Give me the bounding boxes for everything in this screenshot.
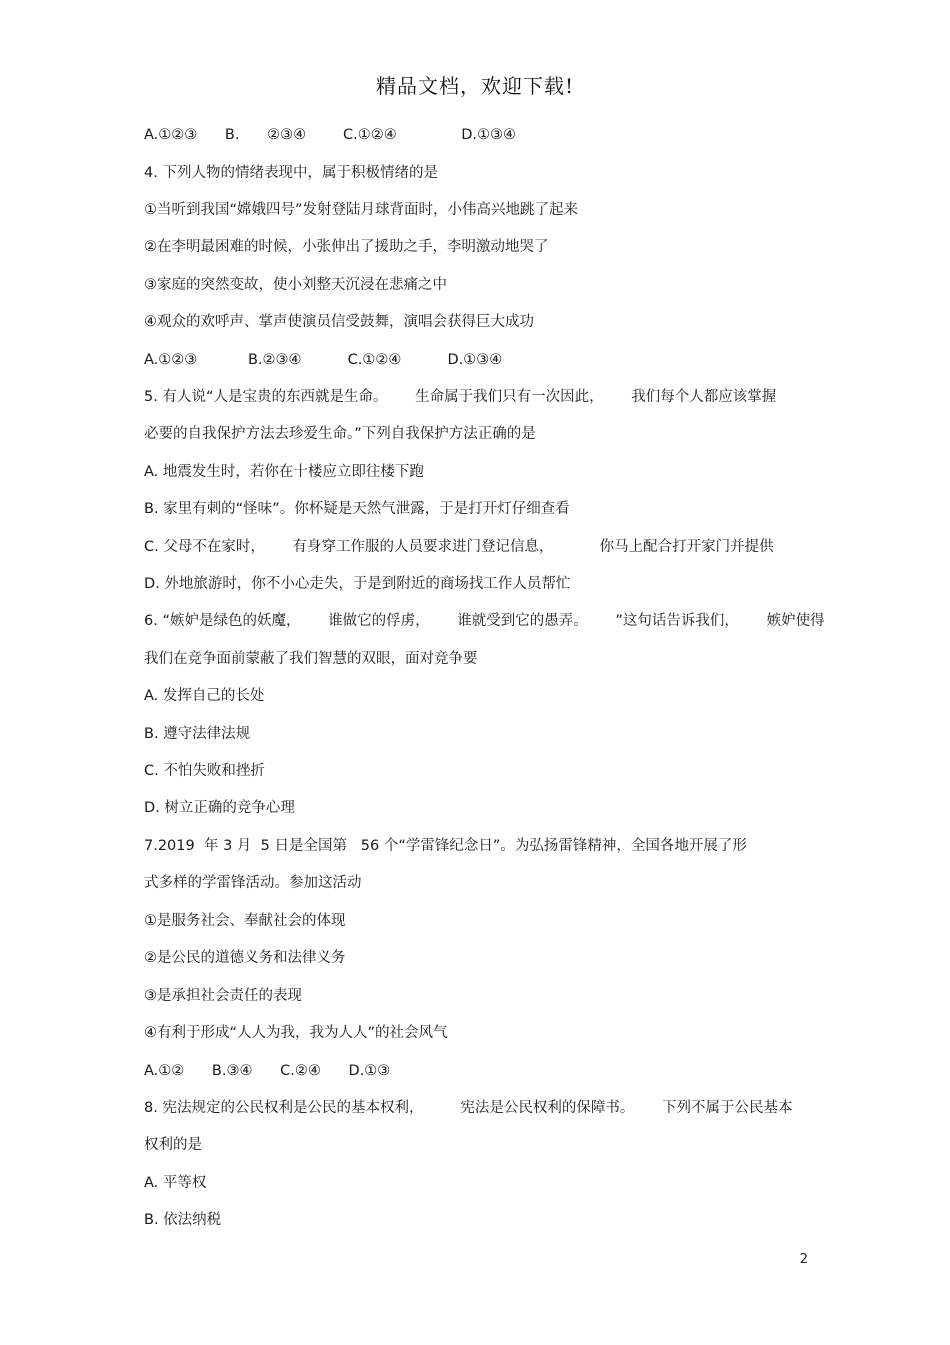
q4-item-4: ④观众的欢呼声、掌声使演员信受鼓舞，演唱会获得巨大成功 (144, 314, 534, 330)
q5-option-b: B. 家里有刺的“怪味”。你杯疑是天然气泄露，于是打开灯仔细查看 (144, 501, 570, 517)
q5-option-c: C. 父母不在家时， 有身穿工作服的人员要求进门登记信息， 你马上配合打开家门并提供 (144, 539, 774, 555)
q7-item-1: ①是服务社会、奉献社会的体现 (144, 913, 346, 929)
page-number: 2 (799, 1252, 808, 1267)
q7-item-2: ②是公民的道德义务和法律义务 (144, 950, 346, 966)
question-5-cont: 必要的自我保护方法去珍爱生命。”下列自我保护方法正确的是 (144, 426, 536, 442)
q8-option-b: B. 依法纳税 (144, 1212, 222, 1228)
question-6-cont: 我们在竞争面前蒙蔽了我们智慧的双眼，面对竞争要 (144, 651, 478, 667)
question-8: 8. 宪法规定的公民权利是公民的基本权利， 宪法是公民权利的保障书。 下列不属于公民基本 (144, 1100, 793, 1116)
options-q3: A.①②③ B. ②③④ C.①②④ D.①③④ (144, 127, 517, 143)
q6-option-b: B. 遵守法律法规 (144, 726, 251, 742)
q8-option-a: A. 平等权 (144, 1175, 207, 1191)
options-q4: A.①②③ B.②③④ C.①②④ D.①③④ (144, 352, 503, 368)
question-4: 4. 下列人物的情绪表现中，属于积极情绪的是 (144, 165, 438, 181)
q6-option-c: C. 不怕失败和挫折 (144, 763, 265, 779)
q4-item-2: ②在李明最困难的时候，小张伸出了援助之手，李明激动地哭了 (144, 239, 549, 255)
options-q7: A.①② B.③④ C.②④ D.①③ (144, 1063, 391, 1079)
q7-item-4: ④有利于形成“人人为我，我为人人”的社会风气 (144, 1025, 448, 1041)
q5-option-a: A. 地震发生时，若你在十楼应立即往楼下跑 (144, 464, 424, 480)
question-6: 6. “嫉妒是绿色的妖魔， 谁做它的俘虏， 谁就受到它的愚弄。 ”这句话告诉我们， 嫉妒使得 (144, 613, 825, 629)
q6-option-a: A. 发挥自己的长处 (144, 688, 265, 704)
q4-item-3: ③家庭的突然变故，使小刘整天沉浸在悲痛之中 (144, 277, 447, 293)
question-8-cont: 权利的是 (144, 1137, 202, 1153)
page-title: 精品文档，欢迎下载! (375, 74, 575, 98)
q4-item-1: ①当听到我国“嫦娥四号”发射登陆月球背面时，小伟高兴地跳了起来 (144, 202, 579, 218)
question-7: 7.2019 年 3 月 5 日是全国第 56 个“学雷锋纪念日”。为弘扬雷锋精神，全国各地开展了形 (144, 838, 747, 854)
q7-item-3: ③是承担社会责任的表现 (144, 988, 302, 1004)
question-5: 5. 有人说“人是宝贵的东西就是生命。 生命属于我们只有一次因此， 我们每个人都应该掌握 (144, 389, 777, 405)
q5-option-d: D. 外地旅游时，你不小心走失，于是到附近的商场找工作人员帮忙 (144, 576, 571, 592)
q6-option-d: D. 树立正确的竞争心理 (144, 800, 295, 816)
question-7-cont: 式多样的学雷锋活动。参加这活动 (144, 875, 362, 891)
